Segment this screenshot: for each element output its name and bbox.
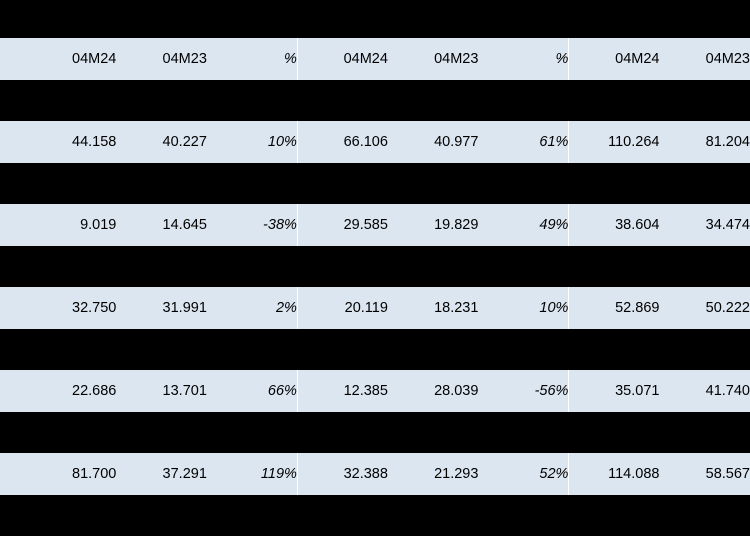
cell-g3-previous: 58.567: [705, 466, 750, 482]
cell-g1-percent: -38%: [263, 217, 297, 233]
cell-g1-percent: 119%: [260, 466, 297, 482]
financial-data-table: [0, 38, 750, 536]
gap-cell: [0, 246, 750, 287]
cell-g1-percent: 2%: [275, 300, 297, 316]
table-row: [0, 204, 750, 246]
cell-g2-percent: -56%: [534, 383, 569, 399]
header-cell-g1-percent: %: [284, 51, 297, 67]
row-label-spacer: [0, 453, 26, 495]
cell-g2-current: 12.385: [297, 370, 388, 412]
table-row: [0, 370, 750, 412]
table-gap-row: [0, 246, 750, 287]
gap-cell: [0, 495, 750, 536]
cell-g1-percent: 10%: [267, 134, 297, 150]
cell-g3-previous: 81.204: [705, 134, 750, 150]
cell-g2-percent: 61%: [539, 134, 569, 150]
table-row: [0, 453, 750, 495]
cell-g3-previous: 41.740: [705, 383, 750, 399]
cell-g3-current: 35.071: [569, 370, 660, 412]
table-header-row: [0, 38, 750, 80]
cell-g1-current: 9.019: [80, 217, 117, 233]
row-label-spacer: [0, 38, 26, 80]
cell-g3-current: 114.088: [569, 453, 660, 495]
cell-g2-previous: 21.293: [434, 466, 479, 482]
table-row: [0, 121, 750, 163]
cell-g1-current: 81.700: [72, 466, 117, 482]
cell-g3-current: 110.264: [569, 121, 660, 163]
cell-g2-current: 32.388: [297, 453, 388, 495]
cell-g1-previous: 14.645: [162, 217, 207, 233]
cell-g2-current: 66.106: [297, 121, 388, 163]
gap-cell: [0, 412, 750, 453]
cell-g3-previous: 50.222: [705, 300, 750, 316]
cell-g2-previous: 40.977: [434, 134, 479, 150]
cell-g2-current: 20.119: [297, 287, 388, 329]
table-gap-row: [0, 163, 750, 204]
cell-g1-percent: 66%: [267, 383, 297, 399]
header-cell-g3-previous: 04M23: [705, 51, 750, 67]
cell-g2-previous: 28.039: [434, 383, 479, 399]
cell-g1-current: 44.158: [72, 134, 117, 150]
cell-g3-previous: 34.474: [705, 217, 750, 233]
top-blank-strip: [0, 0, 750, 38]
table-gap-row: [0, 329, 750, 370]
cell-g2-percent: 49%: [539, 217, 569, 233]
cell-g1-previous: 37.291: [162, 466, 207, 482]
cell-g1-current: 32.750: [72, 300, 117, 316]
cell-g1-current: 22.686: [72, 383, 117, 399]
header-cell-g1-previous: 04M23: [162, 51, 207, 67]
cell-g2-current: 29.585: [297, 204, 388, 246]
table-gap-row: [0, 495, 750, 536]
row-label-spacer: [0, 204, 26, 246]
header-cell-g2-previous: 04M23: [434, 51, 479, 67]
row-label-spacer: [0, 370, 26, 412]
row-label-spacer: [0, 121, 26, 163]
cell-g1-previous: 40.227: [162, 134, 207, 150]
cell-g2-previous: 19.829: [434, 217, 479, 233]
gap-cell: [0, 80, 750, 121]
gap-cell: [0, 163, 750, 204]
cell-g3-current: 38.604: [569, 204, 660, 246]
cell-g2-previous: 18.231: [434, 300, 479, 316]
table-gap-row: [0, 412, 750, 453]
header-cell-g2-percent: %: [555, 51, 569, 67]
cell-g3-current: 52.869: [569, 287, 660, 329]
header-cell-g2-current: 04M24: [297, 38, 388, 80]
cell-g2-percent: 10%: [539, 300, 569, 316]
cell-g1-previous: 31.991: [162, 300, 207, 316]
cell-g2-percent: 52%: [539, 466, 569, 482]
cell-g1-previous: 13.701: [162, 383, 207, 399]
header-cell-g1-current: 04M24: [72, 51, 117, 67]
table-gap-row: [0, 80, 750, 121]
gap-cell: [0, 329, 750, 370]
header-cell-g3-current: 04M24: [569, 38, 660, 80]
row-label-spacer: [0, 287, 26, 329]
table-row: [0, 287, 750, 329]
